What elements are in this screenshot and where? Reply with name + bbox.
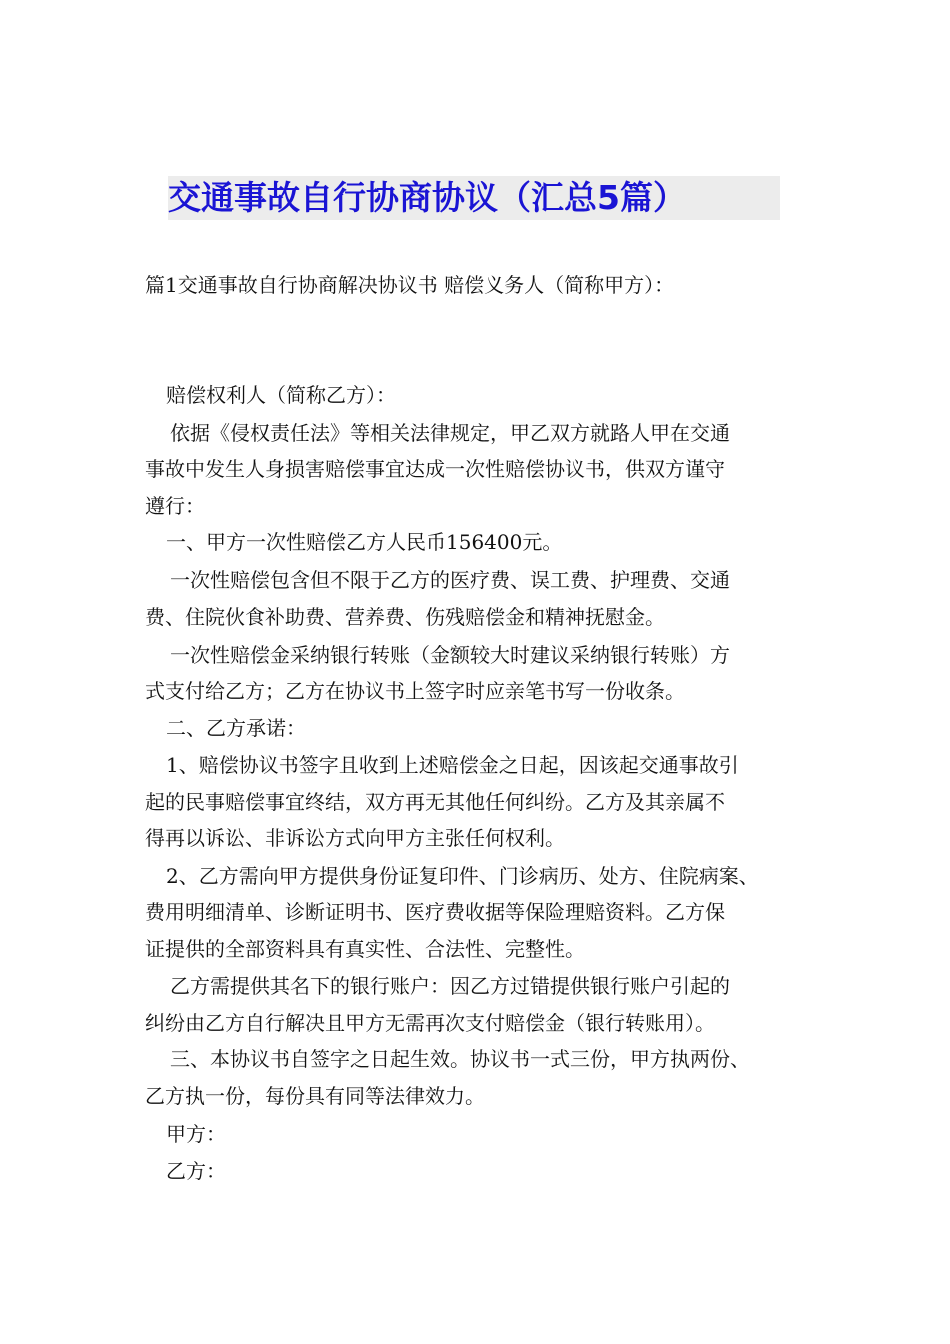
- text-line: 三、本协议书自签字之日起生效。协议书一式三份，甲方执两份、: [170, 1047, 750, 1071]
- text-line: 事故中发生人身损害赔偿事宜达成一次性赔偿协议书，供双方谨守: [145, 457, 725, 481]
- text-line: 二、乙方承诺：: [166, 716, 306, 740]
- text-line: 费用明细清单、诊断证明书、医疗费收据等保险理赔资料。乙方保: [145, 900, 725, 924]
- text-line: 费、住院伙食补助费、营养费、伤残赔偿金和精神抚慰金。: [145, 605, 665, 629]
- text-line: 乙方执一份，每份具有同等法律效力。: [145, 1084, 485, 1108]
- text-line: 证提供的全部资料具有真实性、合法性、完整性。: [145, 937, 585, 961]
- text-line: 得再以诉讼、非诉讼方式向甲方主张任何权利。: [145, 826, 565, 850]
- text-line: 甲方：: [166, 1122, 226, 1146]
- text-line: 乙方：: [166, 1159, 226, 1183]
- text-line: 一次性赔偿包含但不限于乙方的医疗费、误工费、护理费、交通: [170, 568, 730, 592]
- text-line: 赔偿权利人（简称乙方）：: [166, 383, 396, 407]
- text-line: 篇1交通事故自行协商解决协议书 赔偿义务人（简称甲方）：: [145, 273, 675, 297]
- text-line: 1、赔偿协议书签字且收到上述赔偿金之日起，因该起交通事故引: [166, 753, 739, 777]
- text-line: 一、甲方一次性赔偿乙方人民币156400元。: [166, 530, 563, 554]
- text-line: 式支付给乙方；乙方在协议书上签字时应亲笔书写一份收条。: [145, 679, 685, 703]
- text-line: 一次性赔偿金采纳银行转账（金额较大时建议采纳银行转账）方: [170, 643, 730, 667]
- text-line: 2、乙方需向甲方提供身份证复印件、门诊病历、处方、住院病案、: [166, 864, 759, 888]
- title-highlight: [168, 176, 780, 220]
- text-line: 起的民事赔偿事宜终结，双方再无其他任何纠纷。乙方及其亲属不: [145, 790, 725, 814]
- text-line: 依据《侵权责任法》等相关法律规定，甲乙双方就路人甲在交通: [170, 421, 730, 445]
- text-line: 乙方需提供其名下的银行账户：因乙方过错提供银行账户引起的: [170, 974, 730, 998]
- text-line: 纠纷由乙方自行解决且甲方无需再次支付赔偿金（银行转账用）。: [145, 1011, 715, 1035]
- text-line: 遵行：: [145, 494, 205, 518]
- document-title: 交通事故自行协商协议（汇总5篇）: [168, 178, 686, 217]
